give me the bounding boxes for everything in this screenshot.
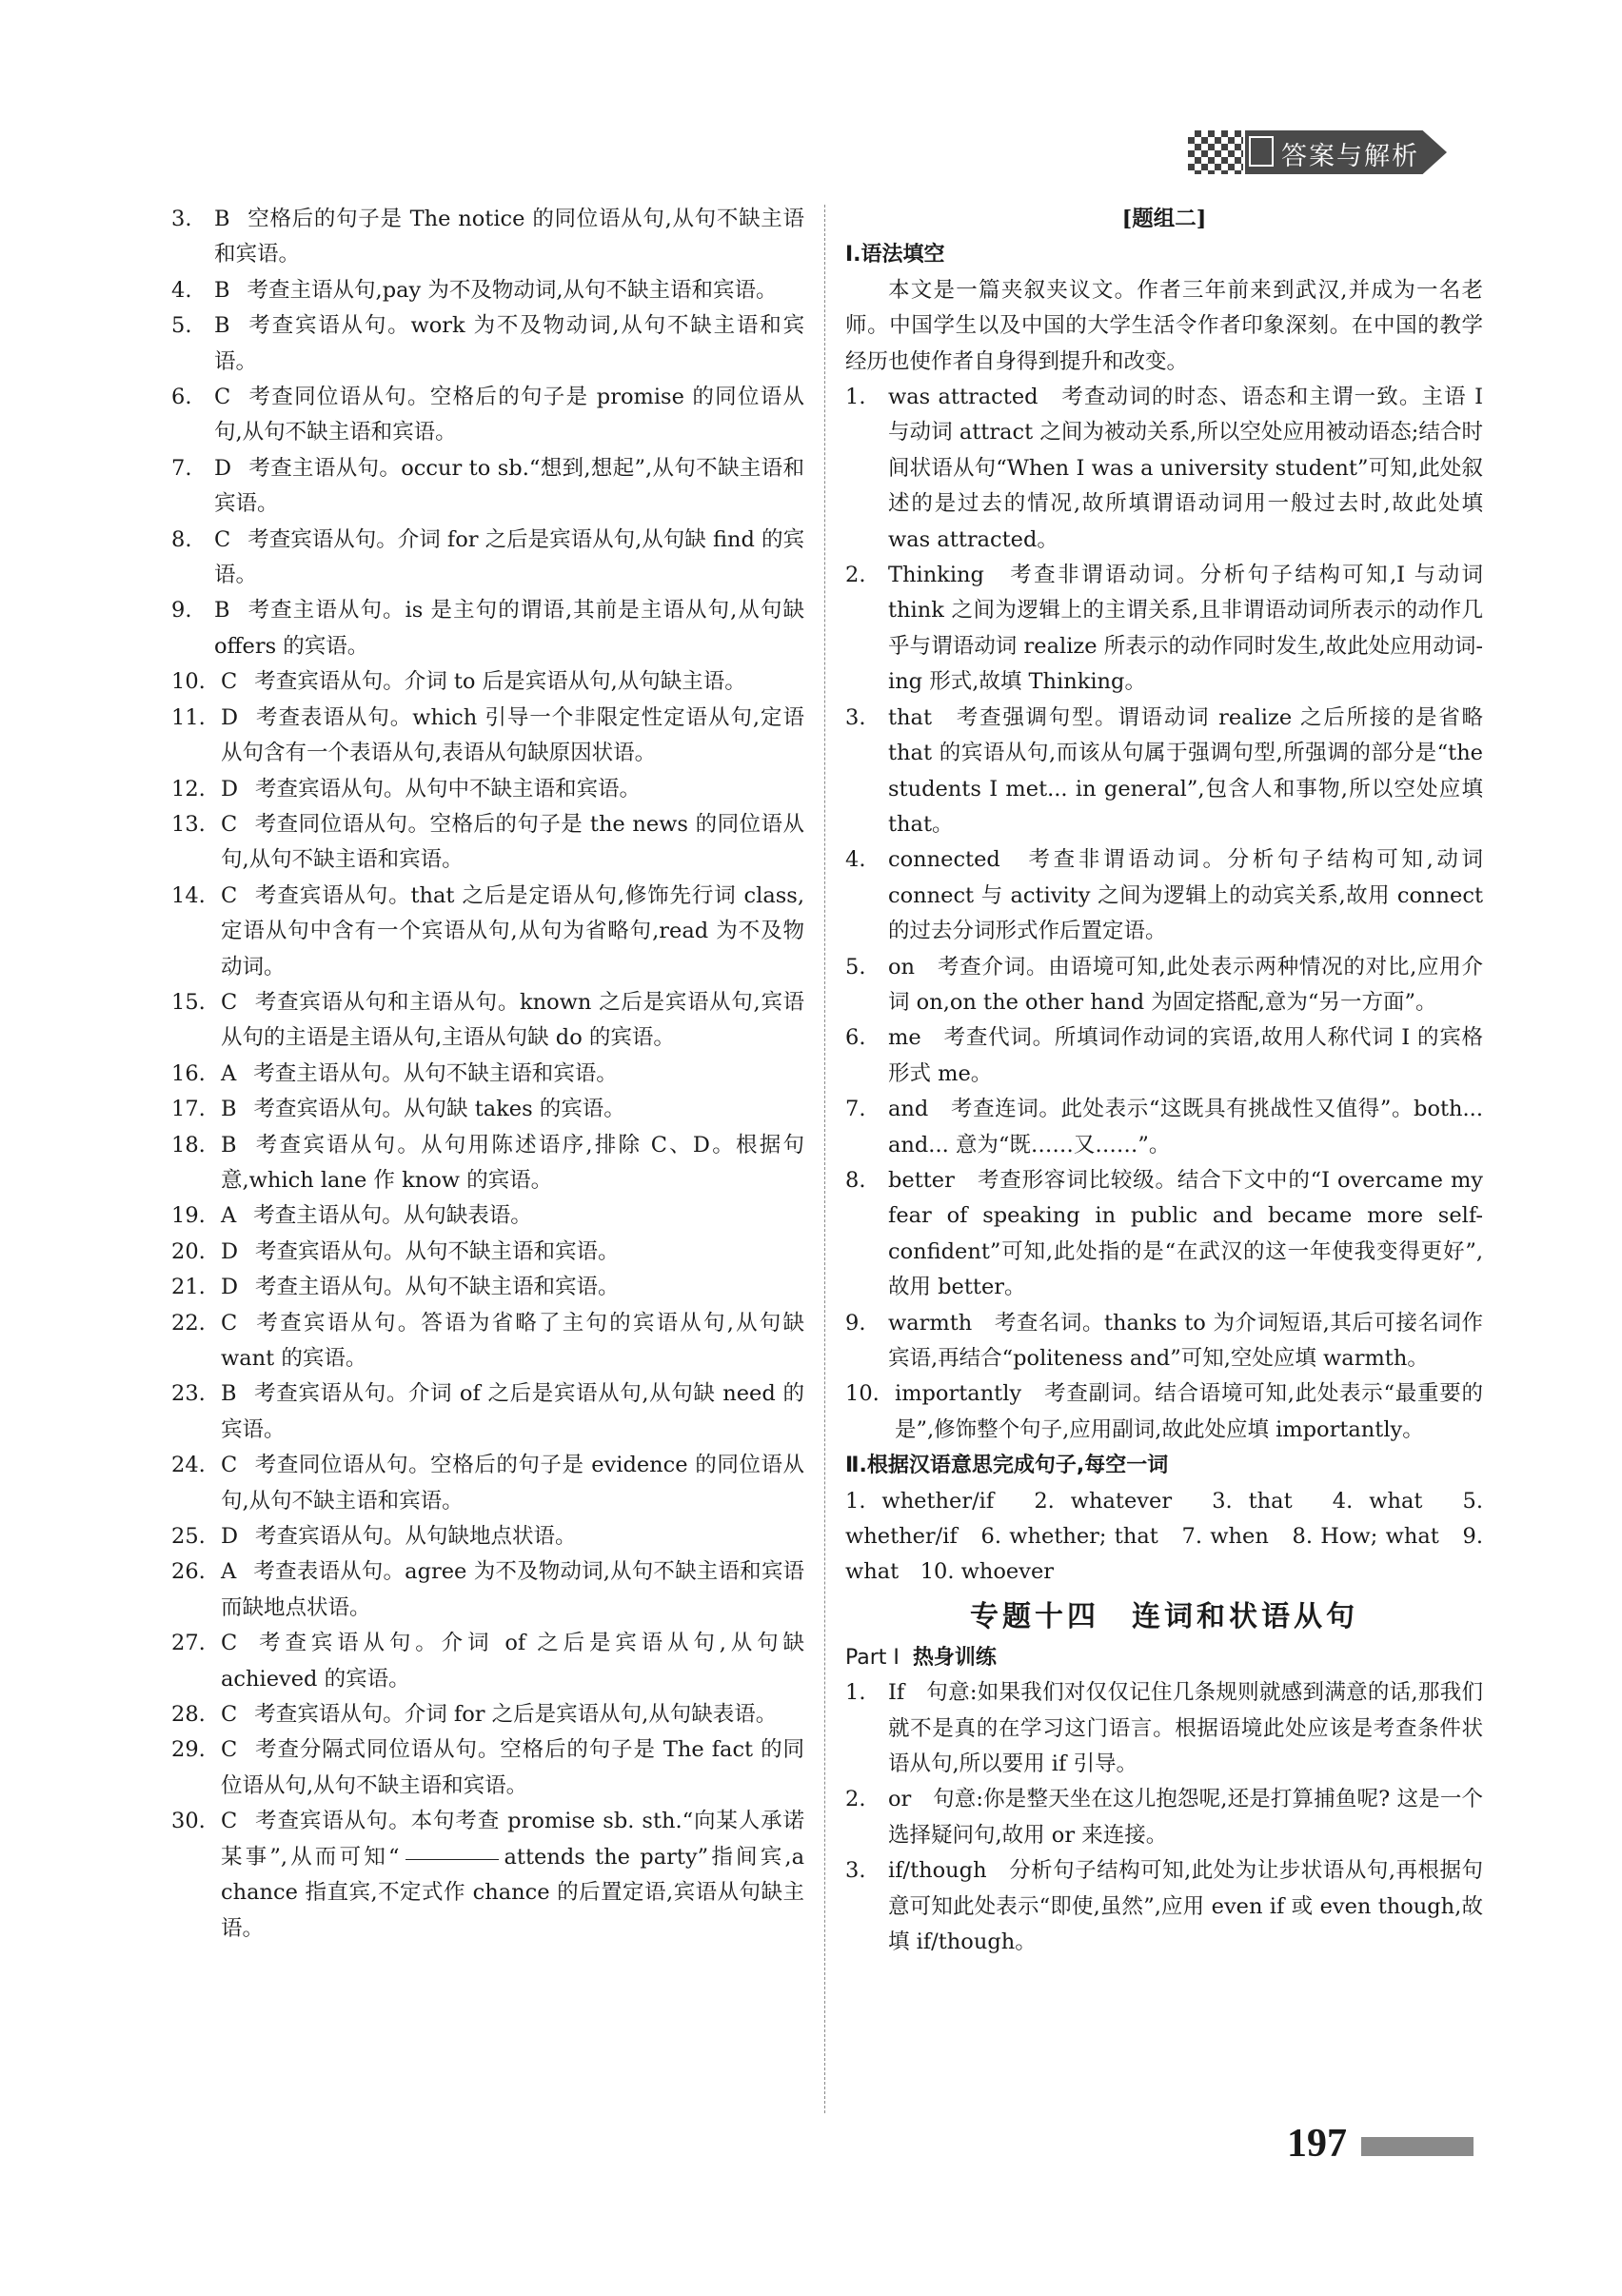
item-text: 考查宾语从句。that 之后是定语从句,修饰先行词 class,定语从句中含有一个宾语从句,从句为省略句,read 为不及物动词。 — [221, 882, 804, 980]
answer-item — [171, 1235, 804, 1270]
answer-item — [171, 879, 804, 985]
item-number: 8. — [845, 1167, 866, 1193]
item-answer: B — [214, 598, 230, 623]
item-text: me 考查代词。所填词作动词的宾语,故用人称代词 I 的宾格形式 me。 — [888, 1025, 1483, 1086]
item-answer: B — [221, 1097, 237, 1122]
item-number: 22. — [171, 1310, 206, 1336]
page-header — [1188, 129, 1474, 176]
answer-item — [171, 1057, 804, 1092]
item-text: 考查主语从句,pay 为不及物动词,从句不缺主语和宾语。 — [247, 277, 778, 303]
answer-item — [845, 1092, 1483, 1163]
item-answer: C — [221, 1702, 238, 1728]
answer-item — [171, 1519, 804, 1554]
sentence-answers: 1. whether/if 2. whatever 3. that 4. what 5. whether/if 6. whether; that 7. when 8. How; what 9. what 10. whoever — [845, 1488, 1483, 1585]
item-answer: B — [214, 277, 230, 303]
item-text-part2: attends the party”指间宾,a chance 指直宾,不定式作 chance 的后置定语,宾语从句缺主语。 — [221, 1844, 804, 1941]
item-number: 5. — [845, 954, 866, 980]
item-text: 考查宾语从句。从句用陈述语序,排除 C、D。根据句意,which lane 作 know 的宾语。 — [221, 1132, 804, 1193]
answer-item — [171, 523, 804, 594]
answer-item — [845, 380, 1483, 558]
answer-item — [171, 1626, 804, 1697]
item-text: better 考查形容词比较级。结合下文中的“I overcame my fear of speaking in public and became more self-confident”可知,此处指的是“在武汉的这一年使我变得更好”,故用 better。 — [888, 1167, 1483, 1300]
answer-item-30 — [171, 1804, 804, 1947]
item-answer: D — [221, 1238, 239, 1264]
item-text: 考查宾语从句。介词 to 后是宾语从句,从句缺主语。 — [254, 669, 746, 695]
grammar-answer-list — [845, 380, 1483, 1448]
item-text: If 句意:如果我们对仅仅记住几条规则就感到满意的话,那我们就不是真的在学习这门语言。根据语境此处应该是考查条件状语从句,所以要用 if 引导。 — [888, 1680, 1483, 1777]
answer-item — [171, 1198, 804, 1234]
item-number: 2. — [845, 1787, 866, 1812]
topic-title: 专题十四 连词和状语从句 — [970, 1599, 1358, 1633]
answer-item — [171, 1554, 804, 1626]
answer-item — [171, 1306, 804, 1377]
item-answer: D — [221, 1524, 239, 1550]
answer-item — [171, 380, 804, 451]
item-answer: C — [221, 1631, 238, 1656]
item-number: 6. — [171, 385, 192, 410]
item-number: 27. — [171, 1631, 206, 1656]
item-number: 12. — [171, 776, 206, 802]
answer-list — [171, 202, 804, 1804]
item-text: 考查宾语从句。从句不缺主语和宾语。 — [255, 1238, 620, 1264]
item-text: 考查主语从句。从句不缺主语和宾语。 — [255, 1275, 620, 1300]
warmup-answer-list — [845, 1675, 1483, 1960]
item-answer: C — [221, 1310, 238, 1336]
item-text: 考查宾语从句。从句缺 takes 的宾语。 — [253, 1097, 625, 1122]
item-answer: D — [221, 1275, 239, 1300]
part-heading — [845, 1640, 1483, 1675]
item-answer: C — [221, 811, 238, 837]
item-text: was attracted 考查动词的时态、语态和主谓一致。主语 I 与动词 attract 之间为被动关系,所以空处应用被动语态;结合时间状语从句“When I was a university student”可知,此处叙述的是过去的情况,故所填谓语动词用一般过去时,故此处填 was attracted。 — [888, 385, 1483, 552]
book-icon — [1249, 136, 1274, 167]
item-number: 26. — [171, 1559, 206, 1585]
column-divider — [824, 205, 825, 2113]
answer-item — [845, 842, 1483, 949]
item-text: 考查宾语从句。介词 for 之后是宾语从句,从句缺 find 的宾语。 — [214, 526, 805, 588]
item-number: 7. — [171, 455, 192, 481]
item-number: 11. — [171, 704, 206, 730]
answer-item — [171, 664, 804, 700]
item-text: 考查表语从句。which 引导一个非限定性定语从句,定语从句含有一个表语从句,表语从句缺原因状语。 — [221, 704, 804, 766]
section-heading-1: Ⅰ.语法填空 — [845, 243, 945, 267]
item-text: 考查主语从句。从句不缺主语和宾语。 — [253, 1060, 618, 1086]
answer-item — [845, 1020, 1483, 1092]
answer-item — [845, 1163, 1483, 1306]
item-number: 24. — [171, 1453, 206, 1478]
item-number: 2. — [845, 563, 866, 588]
item-text: 考查宾语从句。答语为省略了主句的宾语从句,从句缺 want 的宾语。 — [221, 1310, 804, 1371]
answer-item — [171, 772, 804, 807]
item-number: 21. — [171, 1275, 206, 1300]
item-answer: C — [221, 1737, 238, 1763]
answer-item — [171, 985, 804, 1057]
item-text: 考查宾语从句。介词 for 之后是宾语从句,从句缺表语。 — [254, 1702, 778, 1728]
item-text: Thinking 考查非谓语动词。分析句子结构可知,I 与动词 think 之间为逻辑上的主谓关系,且非谓语动词所表示的动作几乎与谓语动词 realize 所表示的动作同时发生,故此处应用动词-ing 形式,故填 Thinking。 — [888, 563, 1483, 695]
item-answer: C — [214, 526, 231, 552]
page-number: 197 — [1287, 2122, 1347, 2166]
fill-blank — [406, 1858, 499, 1860]
answer-item — [845, 701, 1483, 843]
answer-item — [171, 1732, 804, 1804]
item-number: 7. — [845, 1097, 866, 1122]
answer-item — [171, 1376, 804, 1448]
item-text-part1: 考查宾语从句。本句考查 promise sb. sth.“向某人承诺某事”,从而可知“ — [221, 1809, 804, 1870]
item-text: 考查宾语从句。从句缺地点状语。 — [255, 1524, 577, 1550]
item-number: 23. — [171, 1381, 206, 1407]
item-text: 考查宾语从句。介词 of 之后是宾语从句,从句缺 need 的宾语。 — [221, 1381, 804, 1442]
item-text: and 考查连词。此处表示“这既具有挑战性又值得”。both... and... 意为“既……又……”。 — [888, 1097, 1483, 1158]
item-number: 28. — [171, 1702, 206, 1728]
answer-item — [171, 593, 804, 664]
item-number: 6. — [845, 1025, 866, 1051]
item-text: 考查宾语从句和主语从句。known 之后是宾语从句,宾语从句的主语是主语从句,主语从句缺 do 的宾语。 — [221, 989, 804, 1051]
item-text: warmth 考查名词。thanks to 为介词短语,其后可接名词作宾语,再结合“politeness and”可知,空处应填 warmth。 — [888, 1310, 1483, 1371]
item-number: 25. — [171, 1524, 206, 1550]
answer-item — [171, 202, 804, 273]
item-answer: B — [214, 207, 230, 231]
item-answer: A — [221, 1060, 237, 1086]
answer-item — [171, 1092, 804, 1127]
item-number: 18. — [171, 1132, 206, 1158]
answer-item — [171, 451, 804, 523]
page-number-bar — [1361, 2137, 1474, 2156]
item-answer: C — [221, 1809, 238, 1834]
item-number: 14. — [171, 882, 206, 908]
item-text: 考查主语从句。从句缺表语。 — [253, 1203, 532, 1229]
item-text: 考查同位语从句。空格后的句子是 promise 的同位语从句,从句不缺主语和宾语。 — [214, 385, 804, 445]
item-answer: B — [214, 313, 230, 339]
answer-item — [171, 1128, 804, 1199]
passage-intro: 本文是一篇夹叙夹议文。作者三年前来到武汉,并成为一名老师。中国学生以及中国的大学生活令作者印象深刻。在中国的教学经历也使作者自身得到提升和改变。 — [845, 277, 1483, 374]
answer-item — [171, 701, 804, 772]
item-number: 3. — [845, 1858, 866, 1884]
item-answer: C — [221, 669, 238, 695]
section-heading-2: Ⅱ.根据汉语意思完成句子,每空一词 — [845, 1454, 1169, 1478]
answer-item — [845, 1675, 1483, 1782]
item-text: importantly 考查副词。结合语境可知,此处表示“最重要的是”,修饰整个句子,应用副词,故此处应填 importantly。 — [895, 1381, 1483, 1442]
item-number: 1. — [845, 385, 866, 410]
item-text: 考查表语从句。agree 为不及物动词,从句不缺主语和宾语而缺地点状语。 — [221, 1559, 804, 1620]
item-text: 考查主语从句。is 是主句的谓语,其前是主语从句,从句缺 offers 的宾语。 — [214, 598, 804, 659]
answer-item — [171, 1448, 804, 1519]
item-answer: C — [221, 882, 238, 908]
answer-item — [845, 558, 1483, 701]
answer-item — [171, 807, 804, 879]
item-answer: B — [221, 1381, 237, 1407]
item-number: 10. — [171, 669, 206, 695]
item-answer: A — [221, 1203, 237, 1229]
item-number: 17. — [171, 1097, 206, 1122]
item-number: 20. — [171, 1238, 206, 1264]
item-number: 9. — [845, 1310, 866, 1336]
part-title: 热身训练 — [912, 1645, 997, 1670]
item-answer: D — [221, 776, 239, 802]
item-number: 4. — [171, 277, 192, 303]
item-text: 考查主语从句。occur to sb.“想到,想起”,从句不缺主语和宾语。 — [214, 455, 804, 517]
answer-item — [845, 950, 1483, 1021]
item-number: 4. — [845, 847, 866, 873]
item-answer: C — [221, 989, 238, 1015]
item-text: 考查宾语从句。介词 of 之后是宾语从句,从句缺 achieved 的宾语。 — [221, 1631, 804, 1692]
item-answer: D — [214, 455, 232, 481]
item-answer: A — [221, 1559, 237, 1585]
item-text: or 句意:你是整天坐在这儿抱怨呢,还是打算捕鱼呢? 这是一个选择疑问句,故用 or 来连接。 — [888, 1787, 1483, 1848]
item-text: 考查宾语从句。从句中不缺主语和宾语。 — [255, 776, 642, 802]
item-answer: B — [221, 1132, 237, 1158]
answer-item — [845, 1853, 1483, 1960]
item-text: connected 考查非谓语动词。分析句子结构可知,动词 connect 与 activity 之间为逻辑上的动宾关系,故用 connect 的过去分词形式作后置定语。 — [888, 847, 1483, 944]
group-label: [题组二] — [1121, 207, 1207, 231]
item-number: 3. — [845, 704, 866, 730]
item-answer: C — [214, 385, 231, 410]
item-number: 10. — [845, 1381, 880, 1407]
item-number: 30. — [171, 1809, 206, 1834]
item-text: on 考查介词。由语境可知,此处表示两种情况的对比,应用介词 on,on the other hand 为固定搭配,意为“另一方面”。 — [888, 954, 1483, 1015]
answer-item — [845, 1782, 1483, 1853]
item-number: 3. — [171, 207, 192, 231]
part-label: Part Ⅰ — [845, 1645, 900, 1670]
item-text: 考查分隔式同位语从句。空格后的句子是 The fact 的同位语从句,从句不缺主语和宾语。 — [221, 1737, 804, 1798]
item-answer: D — [221, 704, 239, 730]
item-text: that 考查强调句型。谓语动词 realize 之后所接的是省略 that 的宾语从句,而该从句属于强调句型,所强调的部分是“the students I met... in general”,包含人和事物,所以空处应填 that。 — [888, 704, 1483, 837]
item-number: 8. — [171, 526, 192, 552]
item-number: 16. — [171, 1060, 206, 1086]
item-number: 13. — [171, 811, 206, 837]
item-number: 9. — [171, 598, 192, 623]
item-text: if/though 分析句子结构可知,此处为让步状语从句,再根据句意可知此处表示“即使,虽然”,应用 even if 或 even though,故填 if/though。 — [888, 1858, 1483, 1955]
answer-item — [171, 308, 804, 380]
answer-item — [845, 1306, 1483, 1377]
item-text: 考查同位语从句。空格后的句子是 the news 的同位语从句,从句不缺主语和宾语。 — [221, 811, 804, 873]
item-text: 考查同位语从句。空格后的句子是 evidence 的同位语从句,从句不缺主语和宾语。 — [221, 1453, 804, 1514]
right-column — [845, 202, 1483, 1961]
item-answer: C — [221, 1453, 238, 1478]
answer-item — [845, 1376, 1483, 1448]
item-text: 考查宾语从句。work 为不及物动词,从句不缺主语和宾语。 — [214, 313, 804, 374]
checker-pattern-icon — [1188, 130, 1243, 174]
item-number: 15. — [171, 989, 206, 1015]
left-column — [171, 202, 804, 1947]
item-number: 29. — [171, 1737, 206, 1763]
answer-item — [171, 273, 804, 308]
item-number: 5. — [171, 313, 192, 339]
header-title: 答案与解析 — [1281, 142, 1419, 171]
item-number: 19. — [171, 1203, 206, 1229]
item-text: 空格后的句子是 The notice 的同位语从句,从句不缺主语和宾语。 — [214, 207, 804, 267]
item-number: 1. — [845, 1680, 866, 1706]
answer-item — [171, 1270, 804, 1305]
answer-item — [171, 1697, 804, 1732]
